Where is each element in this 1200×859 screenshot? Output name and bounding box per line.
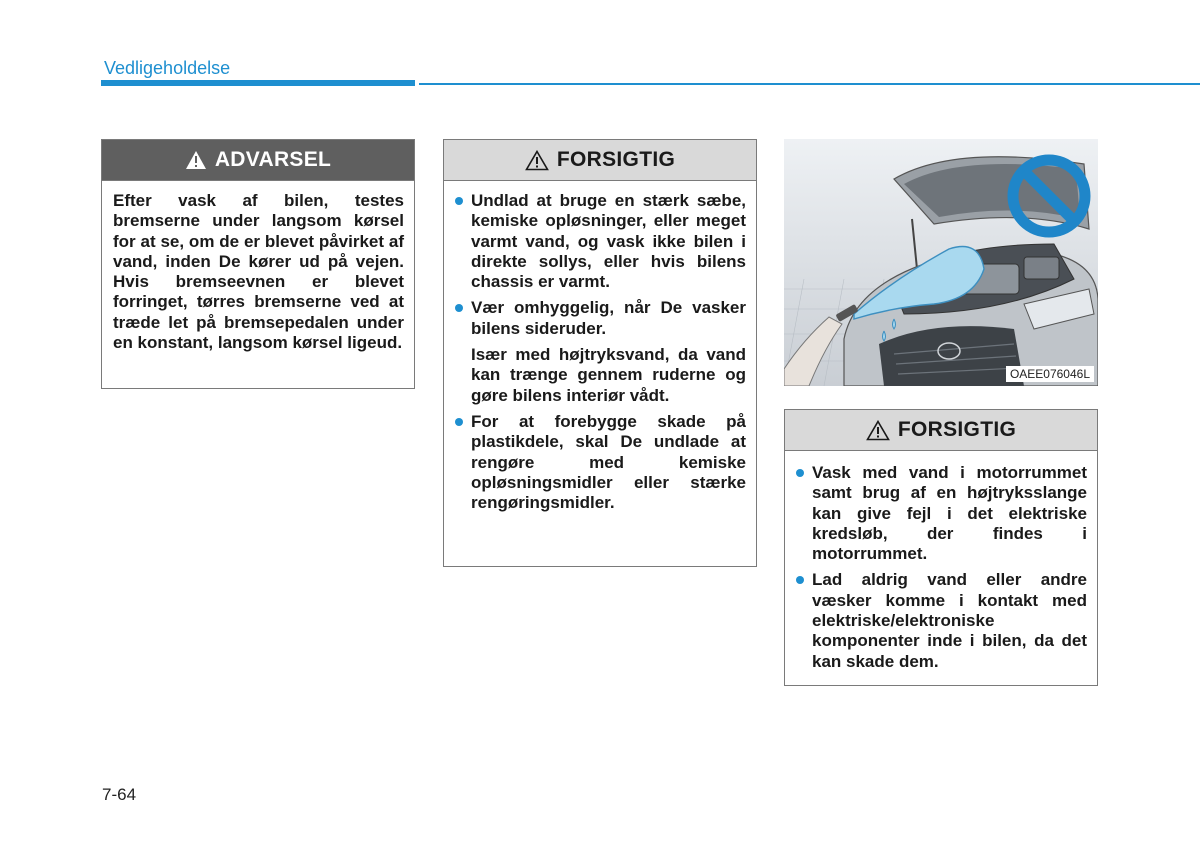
list-item-subtext: Især med højtryksvand, da vand kan trænge gennem ruderne og gøre bilens interiør vådt. bbox=[471, 345, 746, 405]
caution-header-2 bbox=[785, 410, 1097, 451]
caution-triangle-icon bbox=[866, 420, 890, 441]
list-item-text: Undlad at bruge en stærk sæbe, kemiske opløsninger, eller meget varmt vand, og vask ikke bilen i direkte sollys, eller hvis bilens chassis er varmt. bbox=[471, 191, 746, 292]
warning-triangle-icon bbox=[185, 150, 207, 170]
figure-caption: OAEE076046L bbox=[1006, 366, 1094, 382]
engine-wash-illustration bbox=[784, 139, 1098, 386]
list-item-text: Vask med vand i motorrummet samt brug af en højtryksslange kan give fejl i det elektriske kredsløb, der findes i motorrummet. bbox=[812, 463, 1087, 564]
engine-illustration-svg bbox=[784, 139, 1098, 386]
section-title: Vedligeholdelse bbox=[104, 58, 231, 78]
caution-body-2 bbox=[785, 451, 1097, 682]
caution-triangle-icon bbox=[525, 150, 549, 171]
caution-box-1 bbox=[443, 139, 757, 567]
page-number: 7-64 bbox=[102, 785, 137, 804]
list-item bbox=[455, 191, 746, 292]
list-item-text: Vær omhyggelig, når De vasker bilens sideruder. bbox=[471, 298, 746, 338]
caution-title-2: FORSIGTIG bbox=[897, 418, 1017, 441]
list-item bbox=[796, 570, 1087, 671]
list-item-text: For at forebygge skade på plastikdele, skal De undlade at rengøre med kemiske opløsningsmidler eller stærke rengøringsmidler. bbox=[471, 411, 746, 513]
header-rule-thick bbox=[101, 80, 415, 86]
caution-title-1: FORSIGTIG bbox=[556, 148, 676, 171]
caution-box-2 bbox=[784, 409, 1098, 686]
bullet-icon bbox=[796, 576, 804, 584]
header-rule-thin bbox=[419, 83, 1200, 85]
warning-header bbox=[102, 140, 414, 181]
bullet-icon bbox=[796, 469, 804, 477]
bullet-icon bbox=[455, 304, 463, 312]
list-item bbox=[796, 463, 1087, 564]
warning-title: ADVARSEL bbox=[214, 148, 332, 171]
bullet-icon bbox=[455, 418, 463, 426]
caution-header-1 bbox=[444, 140, 756, 181]
warning-box bbox=[101, 139, 415, 389]
bullet-icon bbox=[455, 197, 463, 205]
list-item-text: Lad aldrig vand eller andre væsker komme i kontakt med elektriske/elektroniske komponenter inde i bilen, da det kan skade dem. bbox=[812, 570, 1087, 671]
list-item bbox=[455, 298, 746, 405]
caution-body-1 bbox=[444, 181, 756, 523]
list-item bbox=[455, 412, 746, 513]
warning-text: Efter vask af bilen, testes bremserne under langsom kørsel for at se, om de er blevet påvirket af vand, inden De kører ud på vejen. Hvis bremseevnen er blevet forringet, tørres bremserne ved at træde let på bremsepedalen under en konstant, langsom kørsel ligeud. bbox=[113, 191, 404, 353]
